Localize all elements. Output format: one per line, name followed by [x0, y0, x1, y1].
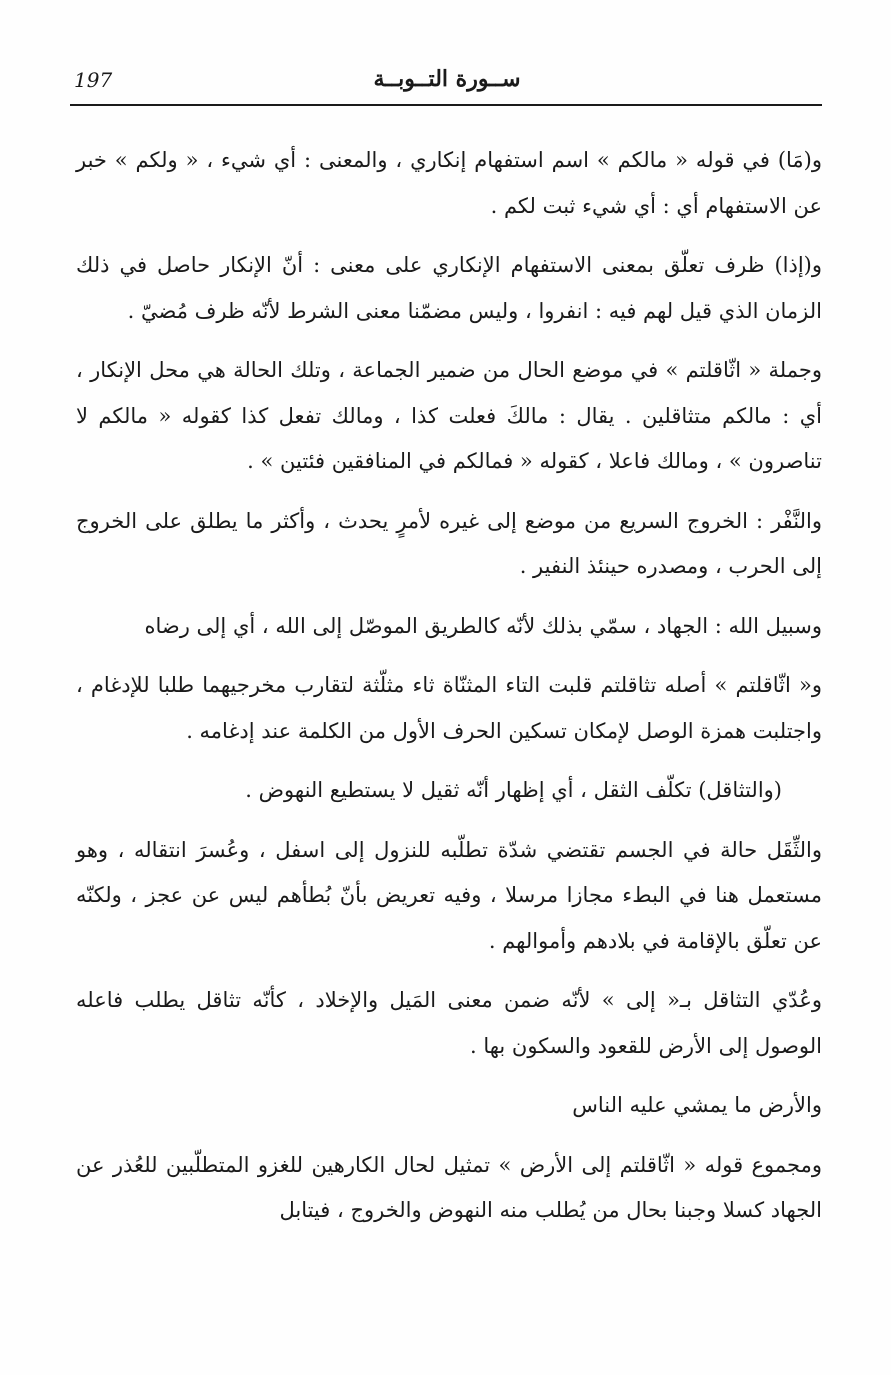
- paragraph: و(مَا) في قوله « مالكم » اسم استفهام إنكاري ، والمعنى : أي شيء ، « ولكم » خبر عن الاستفهام أي : أي شيء ثبت لكم .: [76, 148, 822, 218]
- paragraph: و(إذا) ظرف تعلّق بمعنى الاستفهام الإنكاري على معنى : أنّ الإنكار حاصل في ذلك الزمان الذي قيل لهم فيه : انفروا ، وليس مضمّنا معنى الشرط لأنّه ظرف مُضيّ .: [76, 253, 822, 323]
- paragraph: وسبيل الله : الجهاد ، سمّي بذلك لأنّه كالطريق الموصّل إلى الله ، أي إلى رضاه: [144, 613, 822, 638]
- paragraph: ومجموع قوله « اثّاقلتم إلى الأرض » تمثيل لحال الكارهين للغزو المتطلّبين للعُذر عن الجهاد كسلا وجبنا بحال من يُطلب منه النهوض والخروج ، فيتابل: [76, 1152, 822, 1222]
- paragraph: وعُدّي التثاقل بـ« إلى » لأنّه ضمن معنى المَيل والإخلاد ، كأنّه تثاقل يطلب فاعله الوصول إلى الأرض للقعود والسكون بها .: [76, 988, 822, 1058]
- header-divider: [70, 104, 822, 106]
- page-body: [76, 138, 822, 1248]
- paragraph: والأرض ما يمشي عليه الناس: [572, 1093, 822, 1117]
- paragraph: (والتثاقل) تكلّف الثقل ، أي إظهار أنّه ثقيل لا يستطيع النهوض .: [245, 778, 782, 802]
- page-header: [74, 62, 820, 102]
- paragraph: وجملة « اثّاقلتم » في موضع الحال من ضمير الجماعة ، وتلك الحالة هي محل الإنكار ، أي : مالكم متثاقلين . يقال : مالكَ فعلت كذا ، ومالك تفعل كذا كقوله « مالكم لا تناصرون » ، ومالك فاعلا ، كقوله « فمالكم في المنافقين فئتين » .: [76, 358, 822, 473]
- paragraph: والنَّفْر : الخروج السريع من موضع إلى غيره لأمرٍ يحدث ، وأكثر ما يطلق على الخروج إلى الحرب ، ومصدره حينئذ النفير .: [76, 508, 822, 578]
- surah-title: ســورة التــوبــة: [373, 66, 521, 92]
- page-number: 197: [74, 68, 113, 92]
- paragraph: والثِّقَل حالة في الجسم تقتضي شدّة تطلّبه للنزول إلى اسفل ، وعُسرَ انتقاله ، وهو مستعمل هنا في البطء مجازا مرسلا ، وفيه تعريض بأنّ بُطأهم ليس عن عجز ، ولكنّه عن تعلّق بالإقامة في بلادهم وأموالهم .: [76, 837, 822, 953]
- paragraph: و« اثّاقلتم » أصله تثاقلتم قلبت التاء المثنّاة ثاء مثلّثة لتقارب مخرجيهما طلبا للإدغام ، واجتلبت همزة الوصل لإمكان تسكين الحرف الأول من الكلمة عند إدغامه .: [76, 673, 822, 743]
